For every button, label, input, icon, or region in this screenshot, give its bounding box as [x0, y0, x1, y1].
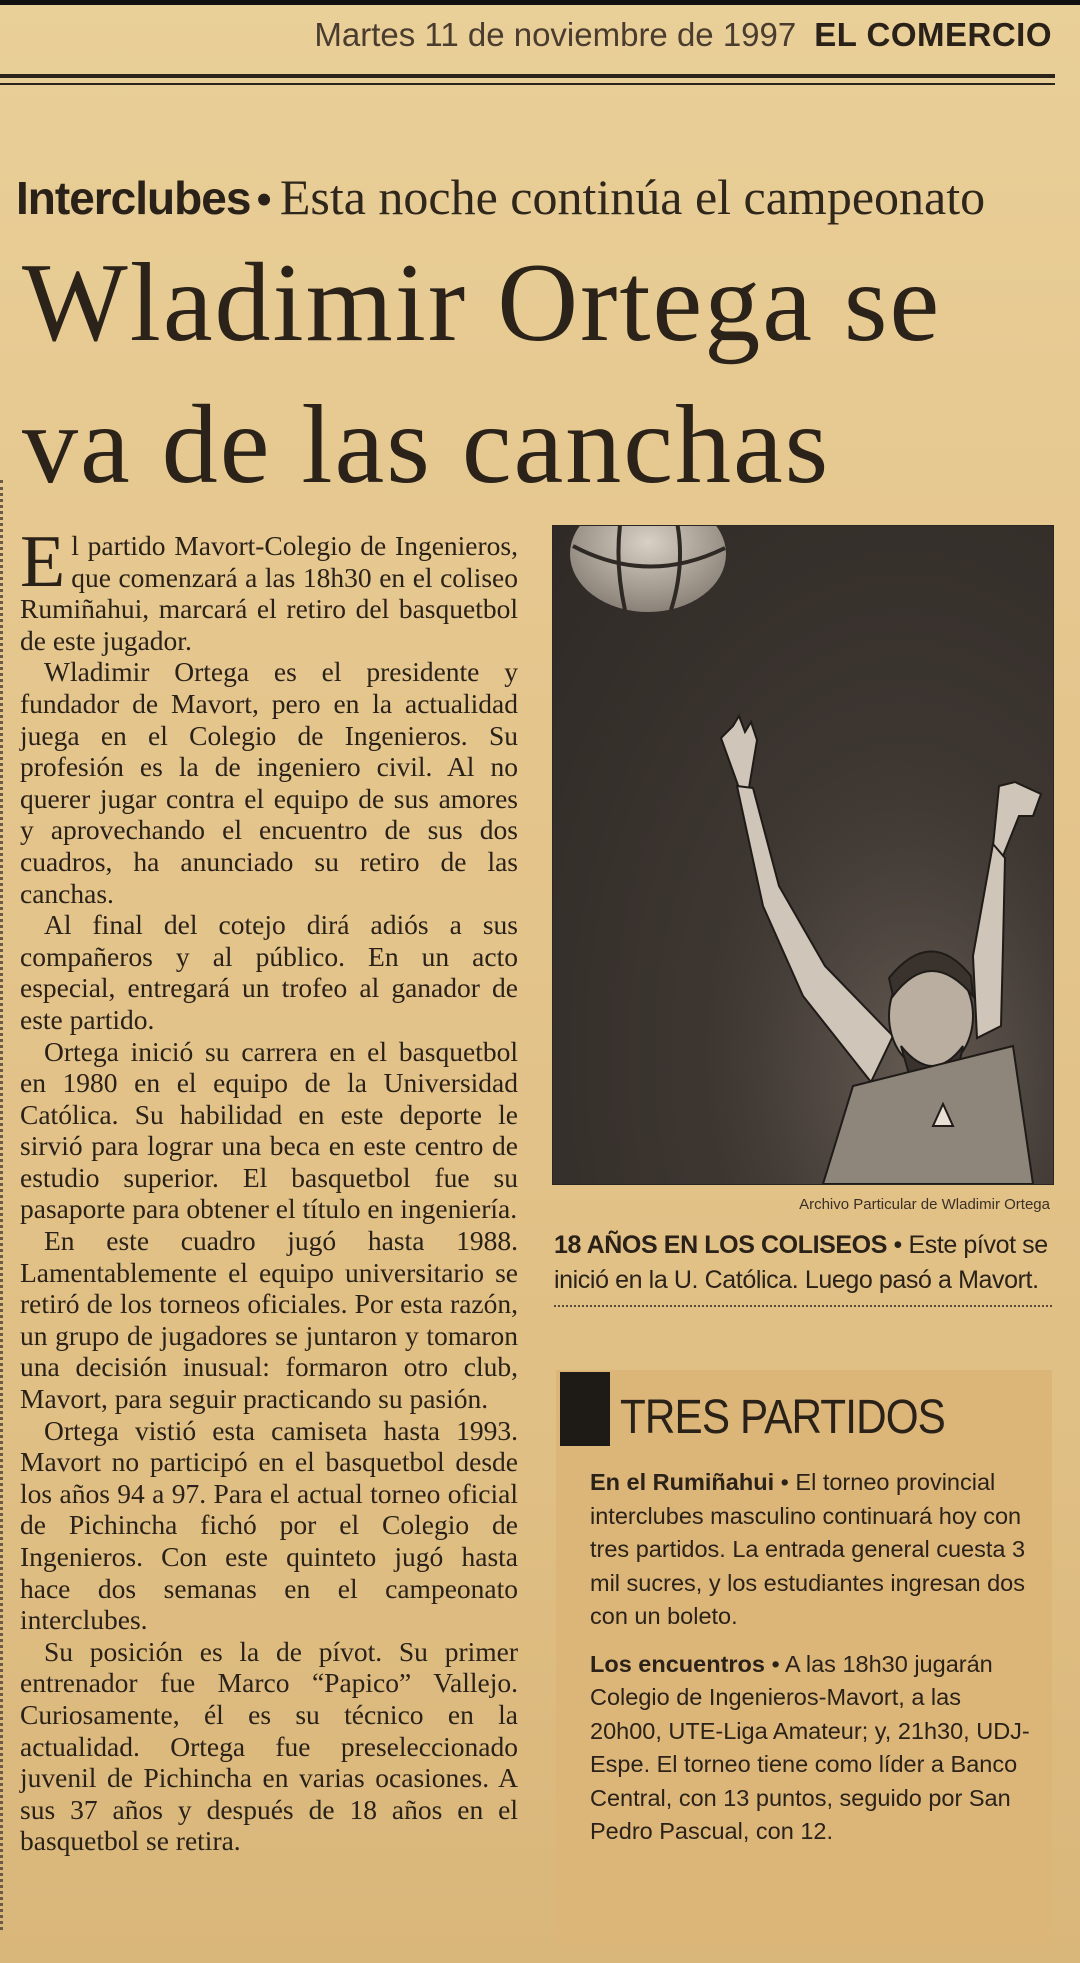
sidebar-text [590, 1466, 1030, 1863]
top-edge [0, 0, 1080, 5]
article-paragraph: Ortega inició su carrera en el basquetbol en 1980 en el equipo de la Universidad Católica. Su habilidad en este deporte le sirvió para lograr una beca en este centro de estudio superior. El basquetbol fue su pasaporte para obtener el título en ingeniería. [20, 1035, 518, 1225]
player-illustration [553, 526, 1053, 1184]
sidebar-block-separator: • [771, 1650, 780, 1677]
newspaper-name: EL COMERCIO [814, 16, 1052, 53]
kicker [16, 168, 985, 226]
issue-date: Martes 11 de noviembre de 1997 [314, 16, 797, 53]
sidebar-marker [560, 1372, 610, 1446]
sidebar-block-text: El torneo provincial interclubes masculino continuará hoy con tres partidos. La entrada general cuesta 3 mil sucres, y los estudiantes ingresan dos con un boleto. [590, 1469, 1026, 1629]
photo-credit: Archivo Particular de Wladimir Ortega [799, 1196, 1050, 1213]
headline-line-1: Wladimir Ortega se [22, 241, 942, 365]
sidebar-block-text: A las 18h30 jugarán Colegio de Ingenieros-Mavort, a las 20h00, UTE-Liga Amateur; y, 21h30, UDJ-Espe. El torneo tiene como líder a Banco Central, con 13 puntos, seguido por San Pedro Pascual, con 12. [590, 1650, 1030, 1844]
sidebar-block [590, 1648, 1030, 1849]
player-photo [552, 525, 1054, 1185]
masthead-rule-thin [0, 83, 1055, 85]
article-body [20, 521, 518, 1857]
caption-divider [554, 1305, 1052, 1307]
article-paragraph: En este cuadro jugó hasta 1988. Lamentablemente el equipo universitario se retiró de los torneos oficiales. Por esta razón, un grupo de jugadores se juntaron y tomaron una decisión inusual: formaron otro club, Mavort, para seguir practicando su pasión. [20, 1225, 518, 1415]
article-paragraph: Wladimir Ortega es el presidente y fundador de Mavort, pero en la actualidad juega en el Colegio de Ingenieros. Su profesión es la de ingeniero civil. Al no querer jugar contra el equipo de sus amores y aprovechando el encuentro de sus dos cuadros, ha anunciado su retiro de las canchas. [20, 656, 518, 909]
masthead-rule [0, 74, 1055, 78]
masthead [314, 16, 1052, 66]
kicker-text: Esta noche continúa el campeonato [279, 169, 986, 225]
photo-caption [554, 1228, 1054, 1298]
headline [22, 232, 1062, 516]
sidebar-block [590, 1466, 1030, 1634]
headline-line-2: va de las canchas [22, 383, 831, 507]
sidebar-block-lead: En el Rumiñahui [590, 1469, 775, 1495]
caption-lead: 18 AÑOS EN LOS COLISEOS [554, 1231, 887, 1259]
page-edge-dots [0, 480, 7, 1930]
kicker-section: Interclubes [16, 172, 251, 224]
sidebar-box [556, 1370, 1052, 1945]
article-paragraph [20, 521, 518, 656]
sidebar-block-separator: • [780, 1469, 789, 1495]
article-paragraph: Su posición es la de pívot. Su primer entrenador fue Marco “Papico” Vallejo. Curiosamente, él es su técnico en la actualidad. Ortega fue preseleccionado juvenil de Pichincha en varias ocasiones. A sus 37 años y después de 18 años en el basquetbol se retira. [20, 1635, 518, 1857]
drop-cap: E [20, 521, 66, 603]
sidebar-title: TRES PARTIDOS [620, 1391, 945, 1444]
article-paragraph: Ortega vistió esta camiseta hasta 1993. Mavort no participó en el basquetbol desde los años 94 a 97. Para el actual torneo oficial de Pichincha fichó por el Colegio de Ingenieros. Con este quinteto jugó hasta hace dos semanas en el campeonato interclubes. [20, 1414, 518, 1636]
sidebar-block-lead: Los encuentros [590, 1650, 765, 1677]
paragraph-text: l partido Mavort-Colegio de Ingenieros, que comenzará a las 18h30 en el coliseo Rumiñahui, marcará el retiro del basquetbol de este jugador. [20, 530, 518, 656]
kicker-separator: • [256, 175, 272, 224]
article-paragraph: Al final del cotejo dirá adiós a sus compañeros y al público. En un acto especial, entregará un trofeo al ganador de este partido. [20, 909, 518, 1035]
caption-text: Este pívot se inició en la U. Católica. Luego pasó a Mavort. [554, 1231, 1048, 1294]
caption-separator: • [893, 1231, 902, 1259]
